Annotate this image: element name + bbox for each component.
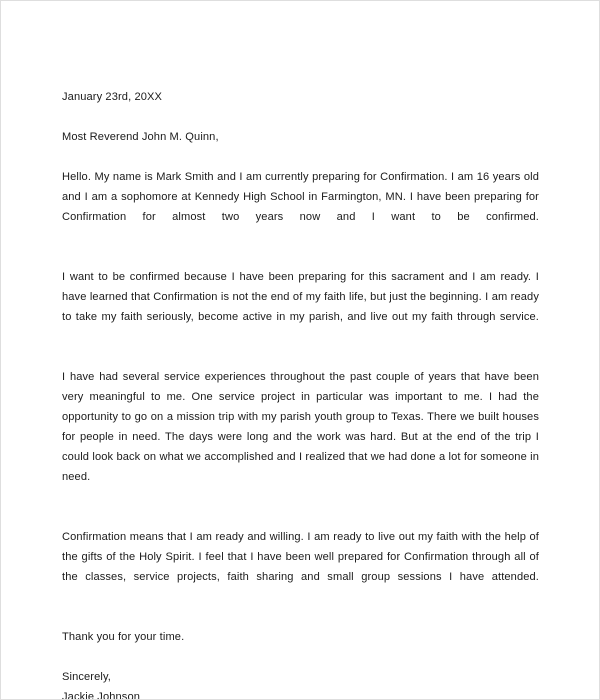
letter-body [62, 87, 539, 700]
closing-block [62, 667, 539, 700]
thanks-block [62, 627, 539, 647]
date-block [62, 87, 539, 107]
salutation-block [62, 127, 539, 147]
letter-paragraph: Confirmation means that I am ready and willing. I am ready to live out my faith with the help of the gifts of the Holy Spirit. I feel that I have been well prepared for Confirmation through all of the classes, service projects, faith sharing and small group sessions I have attended. [62, 531, 539, 583]
letter-date: January 23rd, 20XX [62, 91, 163, 103]
letter-closing: Sincerely, [62, 671, 111, 683]
paragraph-block-4 [62, 527, 539, 607]
paragraph-block-1 [62, 167, 539, 247]
letter-signature: Jackie Johnson [62, 691, 141, 700]
paragraph-block-2 [62, 267, 539, 347]
letter-paragraph: I have had several service experiences throughout the past couple of years that have been very meaningful to me. One service project in particular was important to me. I had the opportunity to go on a mission trip with my parish youth group to Texas. There we built houses for people in need. The days were long and the work was hard. But at the end of the trip I could look back on what we accomplished and I realized that we had done a lot for someone in need. [62, 371, 539, 483]
letter-salutation: Most Reverend John M. Quinn, [62, 131, 219, 143]
paragraph-block-3 [62, 367, 539, 507]
letter-paragraph: I want to be confirmed because I have been preparing for this sacrament and I am ready. I have learned that Confirmation is not the end of my faith life, but just the beginning. I am ready to take my faith seriously, become active in my parish, and live out my faith through service. [62, 271, 539, 323]
letter-thanks: Thank you for your time. [62, 631, 185, 643]
letter-paragraph: Hello. My name is Mark Smith and I am currently preparing for Confirmation. I am 16 years old and I am a sophomore at Kennedy High School in Farmington, MN. I have been preparing for Confirmation for almost two years now and I want to be confirmed. [62, 171, 539, 223]
